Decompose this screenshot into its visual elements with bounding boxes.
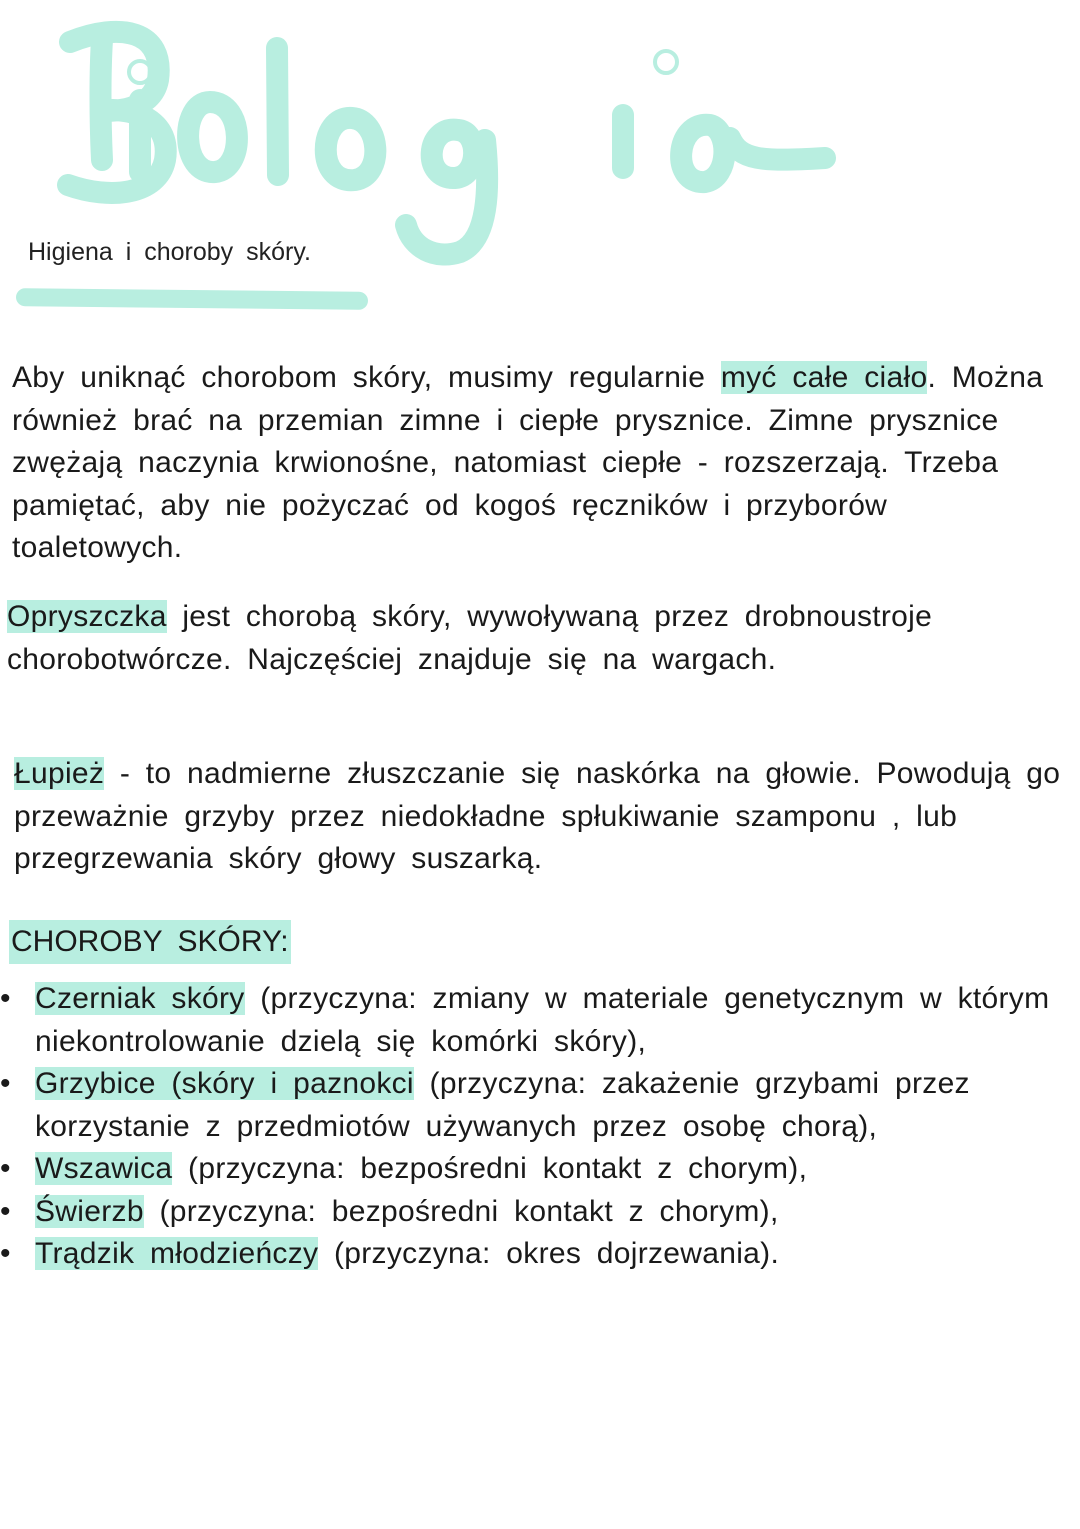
disease-cause: (przyczyna: zmiany w materiale genetycznym w którym niekontrolowanie dzielą się komórki skóry), <box>35 982 1050 1058</box>
text: . Można również brać na przemian zimne i ciepłe prysznice. Zimne prysznice zwężają naczynia krwionośne, natomiast ciepłe - rozszerzają. Trzeba pamiętać, aby nie pożyczać od kogoś ręczników i przyborów toaletowych. <box>12 361 1044 564</box>
text: jest chorobą skóry, wywoływaną przez drobnoustroje chorobotwórcze. Najczęściej znajduje się na wargach. <box>7 600 933 676</box>
disease-name: Wszawica <box>35 1152 173 1185</box>
disease-name: Świerzb <box>35 1194 144 1228</box>
list-item <box>0 1233 1070 1276</box>
disease-cause: (przyczyna: bezpośredni kontakt z chorym), <box>172 1152 808 1185</box>
bullet-icon: • <box>0 1194 11 1228</box>
disease-list <box>0 978 1070 1276</box>
paragraph-lupiez <box>14 753 1074 881</box>
paragraph-hygiene <box>12 357 1072 570</box>
highlighted-term: myć całe ciało <box>720 361 928 394</box>
bullet-icon: • <box>0 1152 11 1185</box>
highlighted-term: Opryszczka <box>7 600 167 633</box>
disease-cause: (przyczyna: okres dojrzewania). <box>318 1237 780 1270</box>
disease-name: Trądzik młodzieńczy <box>35 1237 319 1270</box>
paragraph-opryszczka <box>7 596 1067 681</box>
subtitle-underline-stroke <box>16 288 368 310</box>
bullet-icon: • <box>0 1067 11 1100</box>
disease-cause: (przyczyna: bezpośredni kontakt z chorym), <box>143 1194 779 1228</box>
highlighted-term: Łupież <box>14 757 105 790</box>
section-heading: CHOROBY SKÓRY: <box>9 920 291 964</box>
disease-cause: (przyczyna: zakażenie grzybami przez korzystanie z przedmiotów używanych przez osobę chorą), <box>35 1067 970 1143</box>
text: - to nadmierne złuszczanie się naskórka na głowie. Powodują go przeważnie grzyby przez niedokładne spłukiwanie szamponu , lub przegrzewania skóry głowy suszarką. <box>14 757 1061 875</box>
bullet-icon: • <box>0 1237 11 1270</box>
disease-name: Czerniak skóry <box>35 982 245 1015</box>
list-item <box>0 1063 1070 1148</box>
list-item <box>0 978 1070 1063</box>
list-item <box>0 1148 1070 1191</box>
text: Aby uniknąć chorobom skóry, musimy regularnie <box>12 361 721 394</box>
bullet-icon: • <box>0 982 11 1015</box>
subtitle: Higiena i choroby skóry. <box>28 238 311 266</box>
list-item <box>0 1191 1070 1234</box>
disease-name: Grzybice (skóry i paznokci <box>35 1067 414 1100</box>
